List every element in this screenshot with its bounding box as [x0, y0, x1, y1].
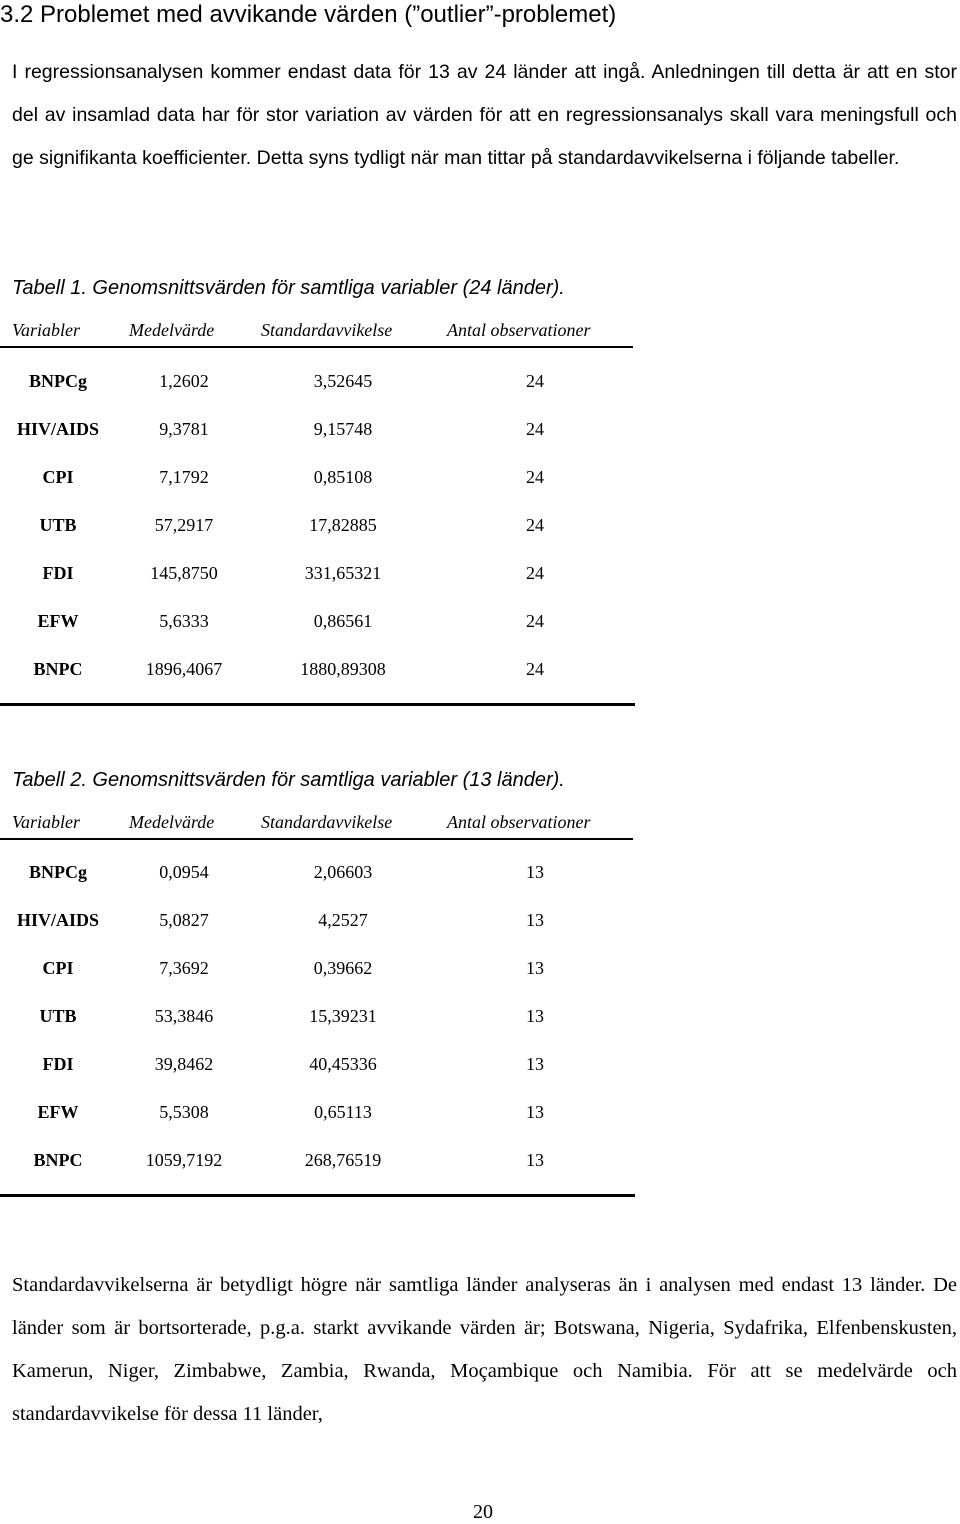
- row-variable: HIV/AIDS: [16, 419, 100, 439]
- row-variable: BNPC: [33, 1150, 83, 1170]
- table-row: [0, 1006, 640, 1032]
- row-mean: 39,8462: [154, 1054, 214, 1074]
- row-variable: BNPCg: [29, 371, 87, 391]
- row-mean: 7,3692: [159, 958, 209, 978]
- row-sd: 331,65321: [304, 563, 382, 583]
- row-n: 24: [526, 419, 544, 439]
- row-mean: 1896,4067: [145, 659, 223, 679]
- row-variable: FDI: [42, 563, 74, 583]
- closing-paragraph: Standardavvikelserna är betydligt högre när samtliga länder analyseras än i analysen med endast 13 länder. De länder som är bortsorterade, p.g.a. starkt avvikande värden är; Botswana, Nigeria, Sydafrika, Elfenbenskusten, Kamerun, Niger, Zimbabwe, Zambia, Rwanda, Moçambique och Namibia. För att se medelvärde och standardavvikelse för dessa 11 länder,: [12, 1274, 957, 1425]
- table1-header-standardavvikelse: Standardavvikelse: [261, 320, 393, 340]
- row-mean: 53,3846: [154, 1006, 214, 1026]
- table-row: [0, 1150, 640, 1176]
- table2-header-medelvarde: Medelvärde: [129, 812, 215, 832]
- intro-paragraph: I regressionsanalysen kommer endast data för 13 av 24 länder att ingå. Anledningen till detta är att en stor del av insamlad data har för stor variation av värden för att en regressionsanalys skall vara meningsfull och ge signifikanta koefficienter. Detta syns tydligt när man tittar på standardavvikelserna i följande tabeller.: [12, 61, 957, 169]
- table2-header-rule: [0, 838, 633, 840]
- row-sd: 0,65113: [314, 1102, 372, 1122]
- table1-header-variabler: Variabler: [12, 320, 81, 340]
- row-variable: BNPCg: [29, 862, 87, 882]
- table-row: [0, 862, 640, 888]
- row-sd: 0,39662: [313, 958, 373, 978]
- row-mean: 57,2917: [154, 515, 214, 535]
- row-n: 24: [526, 371, 544, 391]
- row-n: 24: [526, 515, 544, 535]
- page-number: 20: [473, 1501, 493, 1523]
- row-variable: CPI: [42, 467, 74, 487]
- row-sd: 9,15748: [313, 419, 373, 439]
- table-row: [0, 515, 640, 541]
- row-variable: BNPC: [33, 659, 83, 679]
- table-row: [0, 958, 640, 984]
- row-n: 24: [526, 563, 544, 583]
- row-mean: 7,1792: [159, 467, 209, 487]
- table2-bottom-rule: [0, 1194, 635, 1197]
- table-row: [0, 910, 640, 936]
- row-sd: 15,39231: [309, 1006, 377, 1026]
- table-row: [0, 563, 640, 589]
- row-variable: CPI: [42, 958, 74, 978]
- row-variable: UTB: [39, 1006, 77, 1026]
- row-sd: 4,2527: [318, 910, 368, 930]
- row-sd: 3,52645: [313, 371, 373, 391]
- row-variable: FDI: [42, 1054, 74, 1074]
- row-sd: 1880,89308: [300, 659, 386, 679]
- table2-header-antal-observationer: Antal observationer: [447, 812, 591, 832]
- row-mean: 5,0827: [159, 910, 209, 930]
- row-variable: UTB: [39, 515, 77, 535]
- row-n: 13: [526, 910, 544, 930]
- row-mean: 0,0954: [159, 862, 209, 882]
- table1-header-medelvarde: Medelvärde: [129, 320, 215, 340]
- row-mean: 5,6333: [159, 611, 209, 631]
- row-variable: EFW: [37, 1102, 79, 1122]
- table-row: [0, 419, 640, 445]
- row-n: 13: [526, 1102, 544, 1122]
- table1-header-antal-observationer: Antal observationer: [447, 320, 591, 340]
- row-mean: 1,2602: [159, 371, 209, 391]
- table-row: [0, 611, 640, 637]
- row-sd: 17,82885: [309, 515, 377, 535]
- table1-caption: Tabell 1. Genomsnittsvärden för samtliga variabler (24 länder).: [12, 277, 565, 299]
- table-row: [0, 1102, 640, 1128]
- row-sd: 0,85108: [313, 467, 373, 487]
- row-sd: 0,86561: [313, 611, 373, 631]
- row-mean: 1059,7192: [145, 1150, 223, 1170]
- row-n: 13: [526, 1054, 544, 1074]
- row-n: 13: [526, 1006, 544, 1026]
- table1-header-rule: [0, 346, 633, 348]
- table2-header-variabler: Variabler: [12, 812, 81, 832]
- row-n: 13: [526, 862, 544, 882]
- row-mean: 9,3781: [159, 419, 209, 439]
- table-row: [0, 467, 640, 493]
- row-n: 24: [526, 659, 544, 679]
- row-mean: 145,8750: [150, 563, 218, 583]
- row-n: 24: [526, 467, 544, 487]
- table1-header: [0, 316, 640, 346]
- row-n: 13: [526, 958, 544, 978]
- table-row: [0, 371, 640, 397]
- row-sd: 268,76519: [304, 1150, 382, 1170]
- row-variable: EFW: [37, 611, 79, 631]
- row-mean: 5,5308: [159, 1102, 209, 1122]
- table1-bottom-rule: [0, 703, 635, 706]
- section-heading: 3.2 Problemet med avvikande värden (”outlier”-problemet): [0, 1, 617, 28]
- row-sd: 40,45336: [309, 1054, 377, 1074]
- table2-caption: Tabell 2. Genomsnittsvärden för samtliga variabler (13 länder).: [12, 769, 565, 791]
- row-n: 13: [526, 1150, 544, 1170]
- table-row: [0, 1054, 640, 1080]
- table-row: [0, 659, 640, 685]
- row-n: 24: [526, 611, 544, 631]
- table2-header-standardavvikelse: Standardavvikelse: [261, 812, 393, 832]
- row-sd: 2,06603: [313, 862, 373, 882]
- table2-header: [0, 808, 640, 838]
- row-variable: HIV/AIDS: [16, 910, 100, 930]
